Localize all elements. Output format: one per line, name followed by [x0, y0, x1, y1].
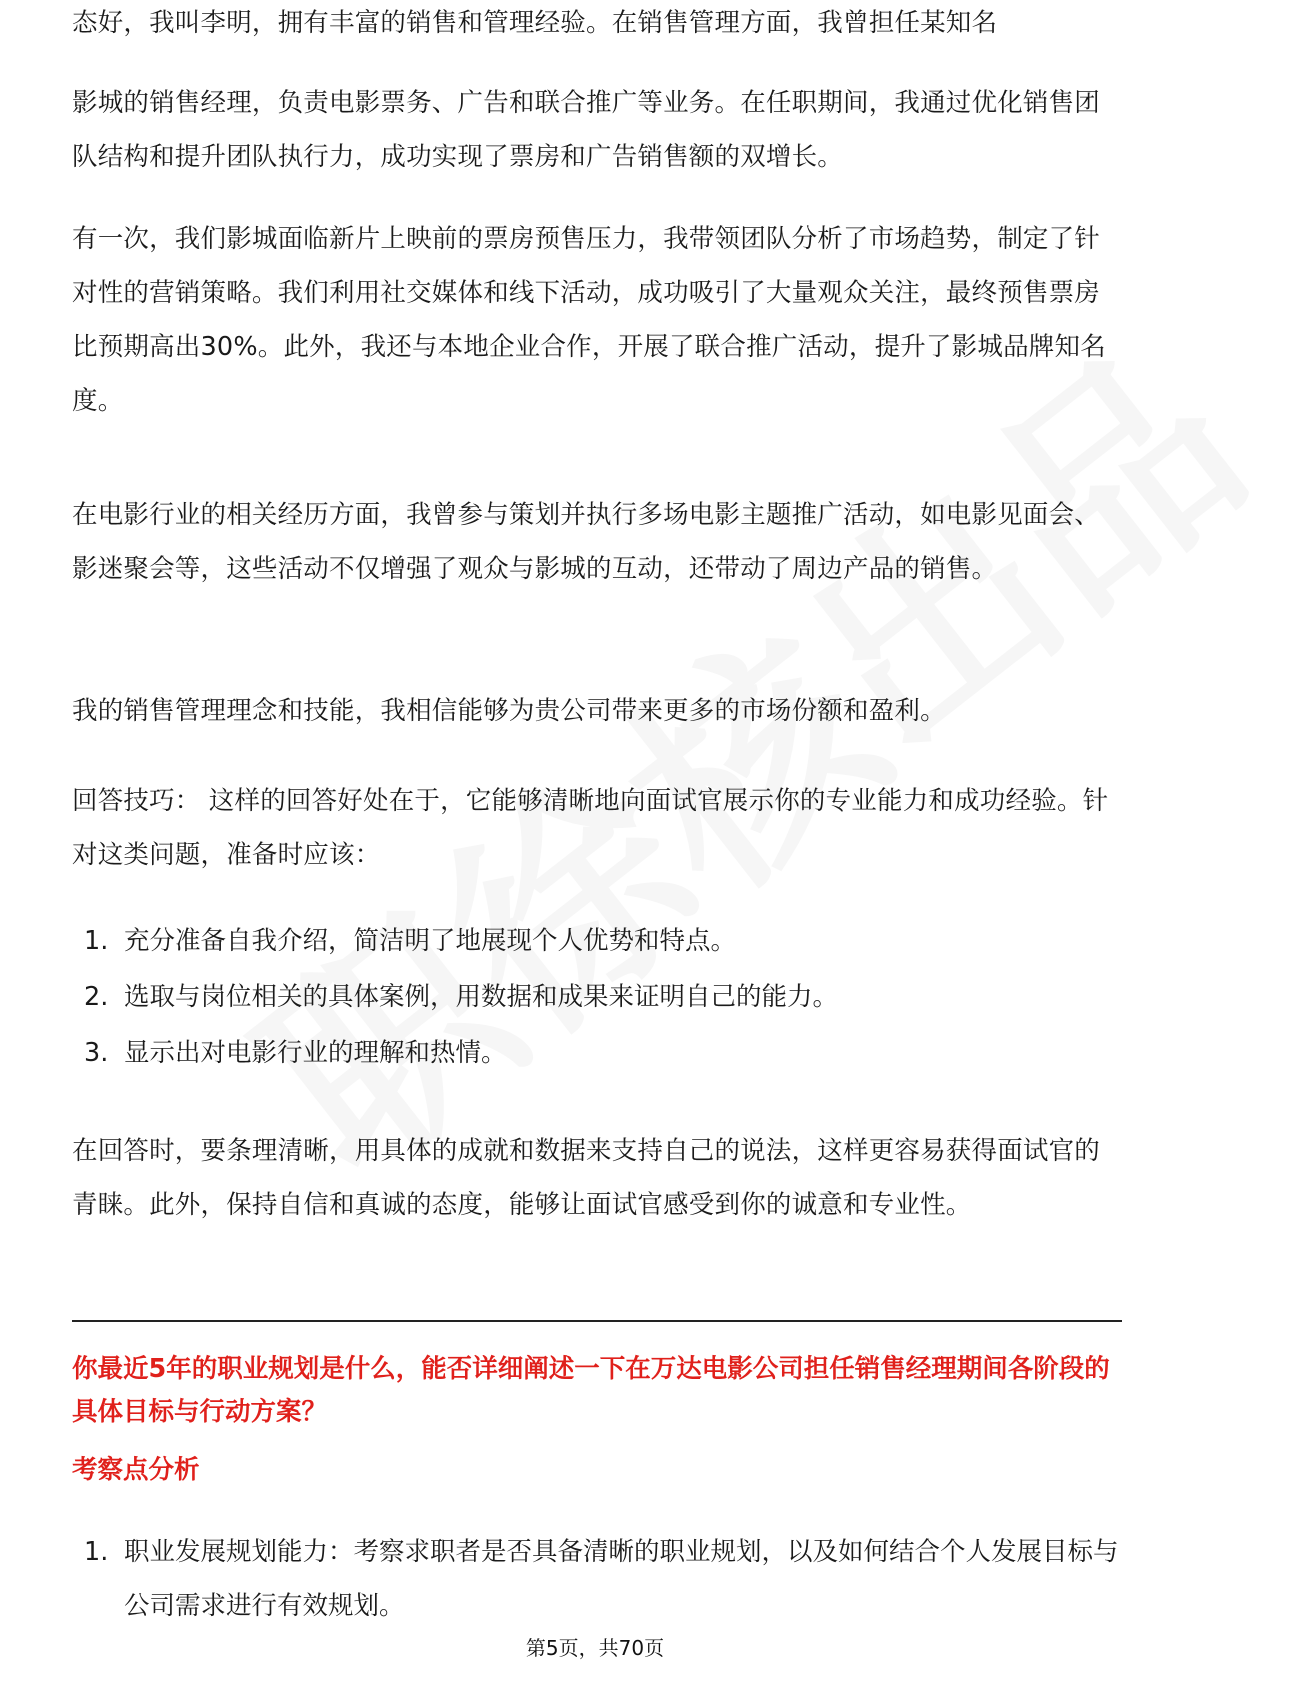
cut-line-text: 态好，我叫李明，拥有丰富的销售和管理经验。在销售管理方面，我曾担任某知名	[72, 8, 998, 38]
list-item	[72, 1026, 1122, 1080]
paragraph-3: 在电影行业的相关经历方面，我曾参与策划并执行多场电影主题推广活动，如电影见面会、影迷聚会等，这些活动不仅增强了观众与影城的互动，还带动了周边产品的销售。	[72, 500, 1101, 584]
list-item	[72, 970, 1122, 1024]
page-footer: 第5页，共70页	[525, 1636, 665, 1660]
list-text: 显示出对电影行业的理解和热情。	[124, 1038, 507, 1068]
list-text: 职业发展规划能力：考察求职者是否具备清晰的职业规划，以及如何结合个人发展目标与公司需求进行有效规划。	[124, 1537, 1119, 1621]
question-heading: 你最近5年的职业规划是什么，能否详细阐述一下在万达电影公司担任销售经理期间各阶段的具体目标与行动方案？	[72, 1354, 1110, 1427]
section-divider	[72, 1320, 1122, 1322]
tips-list	[72, 914, 1122, 1080]
paragraph-1: 影城的销售经理，负责电影票务、广告和联合推广等业务。在任职期间，我通过优化销售团队结构和提升团队执行力，成功实现了票房和广告销售额的双增长。	[72, 88, 1101, 172]
cut-line	[72, 8, 1122, 50]
list-item	[72, 1525, 1122, 1633]
list-number: 3.	[84, 1038, 109, 1068]
list-number: 1.	[84, 926, 109, 956]
list-text: 充分准备自我介绍，简洁明了地展现个人优势和特点。	[124, 926, 737, 956]
list-number: 1.	[84, 1537, 109, 1567]
list-item	[72, 914, 1122, 968]
paragraph-6: 在回答时，要条理清晰，用具体的成就和数据来支持自己的说法，这样更容易获得面试官的青睐。此外，保持自信和真诚的态度，能够让面试官感受到你的诚意和专业性。	[72, 1136, 1101, 1220]
paragraph-4: 我的销售管理理念和技能，我相信能够为贵公司带来更多的市场份额和盈利。	[72, 696, 946, 726]
paragraph-2: 有一次，我们影城面临新片上映前的票房预售压力，我带领团队分析了市场趋势，制定了针对性的营销策略。我们利用社交媒体和线下活动，成功吸引了大量观众关注，最终预售票房比预期高出30%。此外，我还与本地企业合作，开展了联合推广活动，提升了影城品牌知名度。	[72, 224, 1106, 416]
paragraph-5: 回答技巧： 这样的回答好处在于，它能够清晰地向面试官展示你的专业能力和成功经验。针对这类问题，准备时应该：	[72, 786, 1109, 870]
list-number: 2.	[84, 982, 109, 1012]
list-text: 选取与岗位相关的具体案例，用数据和成果来证明自己的能力。	[124, 982, 839, 1012]
analysis-list	[72, 1525, 1122, 1633]
analysis-heading: 考察点分析	[72, 1455, 200, 1485]
